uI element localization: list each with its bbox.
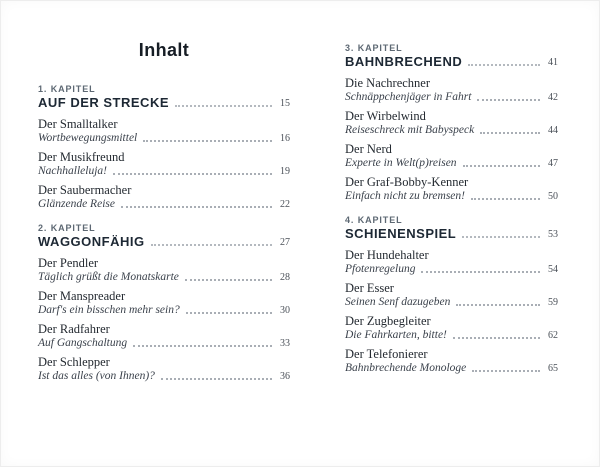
entry-subtitle-line (38, 370, 290, 383)
entry-title: Der Hundehalter (345, 248, 429, 262)
entry-subtitle: Reiseschreck mit Babyspeck (345, 124, 475, 136)
entry-page-number: 28 (280, 272, 290, 283)
entry-subtitle-line (38, 337, 290, 350)
entry-subtitle-line (345, 329, 558, 342)
dot-leader (456, 304, 540, 306)
entry-title: Die Nachrechner (345, 76, 431, 90)
dot-leader (113, 173, 272, 175)
entry-subtitle-line (38, 132, 290, 145)
entry-subtitle: Glänzende Reise (38, 198, 115, 210)
dot-leader (175, 105, 272, 107)
page-title: Inhalt (138, 40, 190, 60)
entry-title: Der Telefonierer (345, 347, 428, 361)
dot-leader (151, 244, 272, 246)
entry-subtitle-line (345, 190, 558, 203)
chapter-heading-line (38, 95, 290, 110)
dot-leader (471, 198, 540, 200)
dot-leader (143, 140, 272, 142)
chapter-kicker: 4. KAPITEL (345, 215, 403, 225)
toc-entry (38, 322, 290, 350)
chapter-heading: AUF DER STRECKE (38, 95, 170, 110)
entry-page-number: 54 (548, 264, 558, 275)
toc-entry (38, 355, 290, 383)
entry-page-number: 33 (280, 338, 290, 349)
dot-leader (472, 370, 540, 372)
entry-subtitle: Pfotenregelung (345, 263, 416, 275)
dot-leader (186, 312, 272, 314)
chapter-kicker: 1. KAPITEL (38, 84, 96, 94)
entry-subtitle-line (345, 124, 558, 137)
toc-entry (38, 117, 290, 145)
entry-page-number: 50 (548, 191, 558, 202)
entry-subtitle: Täglich grüßt die Monatskarte (38, 271, 179, 283)
toc-entry (345, 281, 558, 309)
entry-title: Der Wirbelwind (345, 109, 426, 123)
toc-entry (345, 248, 558, 276)
dot-leader (133, 345, 272, 347)
chapter-page-number: 15 (280, 98, 290, 109)
entry-page-number: 62 (548, 330, 558, 341)
toc-entry (345, 175, 558, 203)
chapter-heading: BAHNBRECHEND (345, 54, 463, 69)
entry-title: Der Pendler (38, 256, 99, 270)
entry-title: Der Saubermacher (38, 183, 132, 197)
entry-page-number: 47 (548, 158, 558, 169)
entry-page-number: 30 (280, 305, 290, 316)
entry-subtitle-line (345, 91, 558, 104)
chapter-heading: WAGGONFÄHIG (38, 234, 145, 249)
entry-subtitle: Darf's ein bisschen mehr sein? (38, 304, 180, 316)
entry-subtitle: Bahnbrechende Monologe (345, 362, 467, 374)
chapter-kicker: 2. KAPITEL (38, 223, 96, 233)
dot-leader (421, 271, 540, 273)
toc-entry (345, 142, 558, 170)
toc-entry (38, 289, 290, 317)
entry-page-number: 59 (548, 297, 558, 308)
entry-page-number: 65 (548, 363, 558, 374)
entry-page-number: 19 (280, 166, 290, 177)
entry-subtitle: Ist das alles (von Ihnen)? (38, 370, 155, 382)
entry-subtitle: Nachhalleluja! (38, 165, 107, 177)
toc-entry (345, 314, 558, 342)
entry-title: Der Graf-Bobby-Kenner (345, 175, 469, 189)
entry-subtitle: Die Fahrkarten, bitte! (345, 329, 447, 341)
dot-leader (121, 206, 272, 208)
chapter-heading-line (38, 234, 290, 249)
toc-column-left (38, 40, 290, 383)
entry-page-number: 42 (548, 92, 558, 103)
toc-entry (38, 256, 290, 284)
toc-entry (345, 76, 558, 104)
entry-title: Der Smalltalker (38, 117, 118, 131)
dot-leader (161, 378, 272, 380)
toc-section-kapitel-2 (38, 223, 290, 383)
entry-subtitle-line (38, 165, 290, 178)
dot-leader (462, 236, 540, 238)
toc-section-kapitel-4 (345, 215, 558, 375)
chapter-heading-line (345, 226, 558, 241)
dot-leader (468, 64, 540, 66)
entry-title: Der Musikfreund (38, 150, 125, 164)
chapter-page-number: 41 (548, 57, 558, 68)
entry-page-number: 22 (280, 199, 290, 210)
entry-title: Der Zugbegleiter (345, 314, 431, 328)
entry-title: Der Nerd (345, 142, 392, 156)
entry-subtitle: Schnäppchenjäger in Fahrt (345, 91, 472, 103)
dot-leader (453, 337, 540, 339)
entry-subtitle-line (345, 296, 558, 309)
toc-entry (38, 183, 290, 211)
entry-subtitle-line (38, 304, 290, 317)
entry-subtitle-line (345, 157, 558, 170)
chapter-page-number: 27 (280, 237, 290, 248)
dot-leader (480, 132, 540, 134)
entry-page-number: 44 (548, 125, 558, 136)
chapter-heading: SCHIENENSPIEL (345, 226, 457, 241)
entry-subtitle: Experte in Welt(p)reisen (345, 157, 457, 169)
entry-page-number: 16 (280, 133, 290, 144)
entry-title: Der Esser (345, 281, 394, 295)
toc-entry (38, 150, 290, 178)
chapter-heading-line (345, 54, 558, 69)
dot-leader (185, 279, 272, 281)
entry-subtitle: Auf Gangschaltung (38, 337, 128, 349)
entry-title: Der Schlepper (38, 355, 110, 369)
toc-section-kapitel-1 (38, 84, 290, 211)
entry-subtitle-line (38, 271, 290, 284)
entry-subtitle: Wortbewegungsmittel (38, 132, 138, 144)
entry-subtitle: Einfach nicht zu bremsen! (345, 190, 465, 202)
chapter-kicker: 3. KAPITEL (345, 43, 403, 53)
toc-entry (345, 347, 558, 375)
entry-subtitle-line (38, 198, 290, 211)
toc-entry (345, 109, 558, 137)
entry-title: Der Radfahrer (38, 322, 110, 336)
toc-column-right (345, 43, 558, 375)
toc-section-kapitel-3 (345, 43, 558, 203)
entry-subtitle: Seinen Senf dazugeben (345, 296, 451, 308)
dot-leader (477, 99, 540, 101)
entry-subtitle-line (345, 263, 558, 276)
dot-leader (463, 165, 540, 167)
entry-page-number: 36 (280, 371, 290, 382)
entry-title: Der Manspreader (38, 289, 126, 303)
chapter-page-number: 53 (548, 229, 558, 240)
entry-subtitle-line (345, 362, 558, 375)
